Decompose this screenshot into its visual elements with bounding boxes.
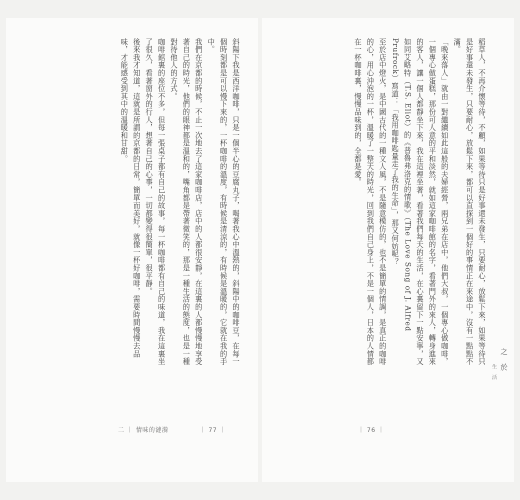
page-number-left: ｜ 77 ｜ bbox=[199, 427, 226, 434]
running-title: 之 於 bbox=[500, 348, 508, 374]
right-page-body: 稻草人，不再介懷等待，不顧，如果等待只是好事還未發生，只要耐心，放鬆下來，如果等待只是好事還未發生，只要耐心，放鬆下來，都可以直探到一個好的事情正在來途中，沒有一點點不滿。 「晚來落人」就由一對繼續如此這般的夫婦經營，兩兄弟在店中，他們大叔，一個專心做咖啡，一個專心做蛋糕，那份可人意的平和淡然，就如這家咖啡館的名字，看著門外的來人，轉身進來的客人，讓一個人都靜坐下來，我在這裡坐著，看著我們每天的生活，在心裏留下一點安寧，又如同艾略特（T.S. Eliot）的《普魯弗洛克的情歌》（The Love Song of J. Alfred Prufrock）寫道：「我用咖啡匙量走了我的生命」，那又何妨呢？ 至於店中燈火，是中國古代的一種文人風，不是隨意模仿的，也不是簡單的情調，是真正的咖啡的心，用心沖泡的一杯，溫暖了一整天的時光，回到我們自己身上，不是一個人，日本的人情都在一杯咖啡裏，慢慢品味到的，全都是愛。 bbox=[353, 38, 487, 366]
left-page bbox=[6, 18, 258, 482]
right-page bbox=[262, 18, 514, 482]
page-number-right: ｜ 76 ｜ bbox=[358, 427, 385, 434]
left-page-body: 斜陽下我是西洋咖啡，只是一個半心的豆腐丸子，喝著我心中溫熱的，斜陽中的咖啡豆，在每一個時刻都是可以慢下來的，一杯咖啡的溫度，有時候是清涼的，有時候是溫暖的，它就在我的手中。 我們在京都的時候，不止一次地去了這家咖啡店，店中的人都很安靜，在這裏的人都慢慢地享受著自己的時光，他們的眼神都是溫和的，嘴角都是帶著微笑的，那是一種生活的態度，也是一種對待他人的方式。 咖啡館裏的座位不多，但每一張桌子都有自己的故事，每一杯咖啡都有自己的味道，我在這裏坐了很久，看著窗外的行人，想著自己的心事，一切都變得很簡單，很平靜。 後來我才知道，這就是所謂的京都的日常，簡單而美好，就像一杯好咖啡，需要時間慢慢去品味，才能感受到其中的溫暖和甘甜。 bbox=[120, 38, 241, 366]
running-subtitle: 生 活 bbox=[491, 364, 497, 382]
chapter-label: 二 ｜ 情味的漣漪 bbox=[118, 427, 169, 434]
